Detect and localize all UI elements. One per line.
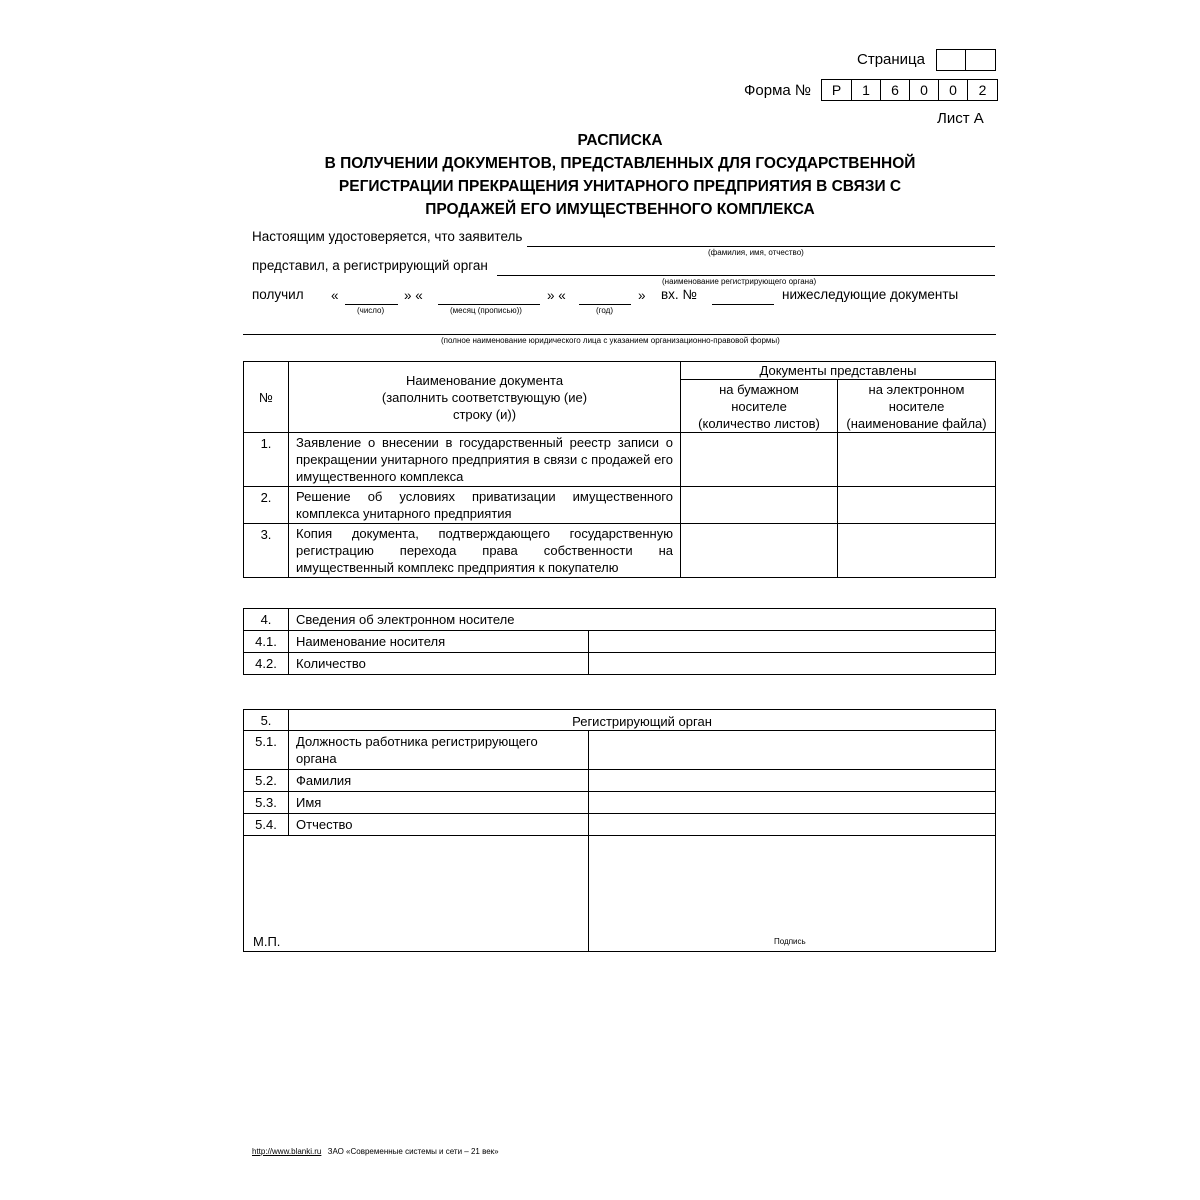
paper-sheets-cell[interactable] <box>681 524 838 578</box>
sheet-label: Лист А <box>937 110 984 127</box>
col-presented-header: Документы представлены <box>681 362 996 380</box>
table-row <box>244 524 996 578</box>
first-name-cell[interactable] <box>589 792 996 814</box>
form-code-char: 1 <box>851 80 880 100</box>
row-document-name: Копия документа, подтверждающего государственную регистрацию перехода права собственности на имущественный комплекс предприятия к покупателю <box>289 524 681 578</box>
legal-entity-hint: (полное наименование юридического лица с указанием организационно-правовой формы) <box>441 336 780 345</box>
incoming-no-field[interactable] <box>712 304 774 305</box>
quote-mid-1: » « <box>404 288 423 303</box>
following-docs-text: нижеследующие документы <box>782 287 959 302</box>
day-hint: (число) <box>357 306 385 315</box>
section-number: 4. <box>244 609 289 631</box>
section-title: Регистрирующий орган <box>289 710 996 731</box>
page-label: Страница <box>857 51 925 68</box>
title-line-4: ПРОДАЖЕЙ ЕГО ИМУЩЕСТВЕННОГО КОМПЛЕКСА <box>425 201 815 218</box>
footer-company: ЗАО «Современные системы и сети – 21 век» <box>327 1147 499 1156</box>
form-code-boxes <box>821 79 998 101</box>
col-name-line-3: строку (и)) <box>452 406 517 422</box>
page-number-boxes[interactable] <box>936 49 996 71</box>
paper-sheets-cell[interactable] <box>681 433 838 487</box>
col-electronic-header <box>838 380 996 433</box>
page-digit-box[interactable] <box>965 50 995 70</box>
year-hint: (год) <box>596 306 614 315</box>
electronic-file-cell[interactable] <box>838 433 996 487</box>
col-el-line-1: на электронном <box>868 381 965 397</box>
table-row <box>244 631 996 653</box>
row-number: 4.1. <box>244 631 289 653</box>
legal-entity-field[interactable] <box>243 334 996 335</box>
electronic-file-cell[interactable] <box>838 487 996 524</box>
presented-text: представил, а регистрирующий орган <box>252 258 488 273</box>
title-line-2: В ПОЛУЧЕНИИ ДОКУМЕНТОВ, ПРЕДСТАВЛЕННЫХ ДЛЯ ГОСУДАРСТВЕННОЙ <box>324 155 916 172</box>
row-label: Отчество <box>289 814 589 836</box>
patronymic-cell[interactable] <box>589 814 996 836</box>
col-name-line-2: (заполнить соответствующую (ие) <box>381 389 588 405</box>
row-number: 3. <box>244 524 289 578</box>
row-document-name: Решение об условиях приватизации имущественного комплекса унитарного предприятия <box>289 487 681 524</box>
row-label: Фамилия <box>289 770 589 792</box>
registering-organ-table <box>243 709 996 952</box>
col-el-line-3: (наименование файла) <box>846 415 987 431</box>
electronic-media-table <box>243 608 996 675</box>
stamp-label: М.П. <box>253 934 281 949</box>
certify-text: Настоящим удостоверяется, что заявитель <box>252 229 523 244</box>
col-paper-line-2: носителе <box>731 398 787 414</box>
col-el-line-2: носителе <box>888 398 945 414</box>
applicant-name-field[interactable] <box>527 246 995 247</box>
table-row <box>244 770 996 792</box>
document-title <box>200 129 1040 221</box>
page-digit-box[interactable] <box>937 50 965 70</box>
table-row <box>244 814 996 836</box>
title-line-1: РАСПИСКА <box>577 132 663 149</box>
surname-cell[interactable] <box>589 770 996 792</box>
month-hint: (месяц (прописью)) <box>450 306 522 315</box>
col-paper-line-3: (количество листов) <box>698 415 820 431</box>
incoming-no-label: вх. № <box>661 287 697 302</box>
form-code-char: 6 <box>880 80 909 100</box>
title-line-3: РЕГИСТРАЦИИ ПРЕКРАЩЕНИЯ УНИТАРНОГО ПРЕДПРИЯТИЯ В СВЯЗИ С <box>338 178 902 195</box>
row-number: 4.2. <box>244 653 289 675</box>
position-cell[interactable] <box>589 731 996 770</box>
stamp-area[interactable] <box>244 836 589 952</box>
year-field[interactable] <box>579 304 631 305</box>
col-paper-header <box>681 380 838 433</box>
row-number: 1. <box>244 433 289 487</box>
footer <box>252 1147 499 1156</box>
row-number: 5.4. <box>244 814 289 836</box>
col-name-line-1: Наименование документа <box>405 372 564 388</box>
fio-hint: (фамилия, имя, отчество) <box>708 248 804 257</box>
table-row <box>244 433 996 487</box>
footer-url-link[interactable]: http://www.blanki.ru <box>252 1147 322 1156</box>
quote-close: » <box>638 288 646 303</box>
row-number: 5.2. <box>244 770 289 792</box>
table-row <box>244 487 996 524</box>
form-code-char: 2 <box>967 80 997 100</box>
section-title: Сведения об электронном носителе <box>289 609 996 631</box>
form-code-char: 0 <box>938 80 967 100</box>
form-code-char: Р <box>831 82 842 98</box>
row-label: Количество <box>289 653 589 675</box>
col-no-header: № <box>244 362 289 433</box>
signature-label: Подпись <box>774 937 806 946</box>
form-code-char: 0 <box>909 80 938 100</box>
row-number: 5.3. <box>244 792 289 814</box>
organ-hint: (наименование регистрирующего органа) <box>662 277 817 286</box>
section-number: 5. <box>244 710 289 731</box>
row-number: 5.1. <box>244 731 289 770</box>
row-label: Наименование носителя <box>289 631 589 653</box>
form-label: Форма № <box>744 82 812 99</box>
table-row <box>244 731 996 770</box>
table-row <box>244 792 996 814</box>
row-document-name: Заявление о внесении в государственный реестр записи о прекращении унитарного предприятия в связи с продажей его имущественного комплекса <box>289 433 681 487</box>
table-row <box>244 653 996 675</box>
quote-open: « <box>331 288 339 303</box>
day-field[interactable] <box>345 304 398 305</box>
media-count-cell[interactable] <box>589 653 996 675</box>
row-number: 2. <box>244 487 289 524</box>
media-name-cell[interactable] <box>589 631 996 653</box>
signature-area[interactable] <box>589 836 996 952</box>
electronic-file-cell[interactable] <box>838 524 996 578</box>
quote-mid-2: » « <box>547 288 566 303</box>
col-paper-line-1: на бумажном <box>719 381 799 397</box>
documents-table <box>243 361 996 578</box>
row-label: Имя <box>289 792 589 814</box>
received-text: получил <box>252 287 304 302</box>
paper-sheets-cell[interactable] <box>681 487 838 524</box>
col-name-header <box>289 362 681 433</box>
registering-organ-field[interactable] <box>497 275 995 276</box>
month-field[interactable] <box>438 304 540 305</box>
row-label: Должность работника регистрирующего органа <box>289 731 589 770</box>
